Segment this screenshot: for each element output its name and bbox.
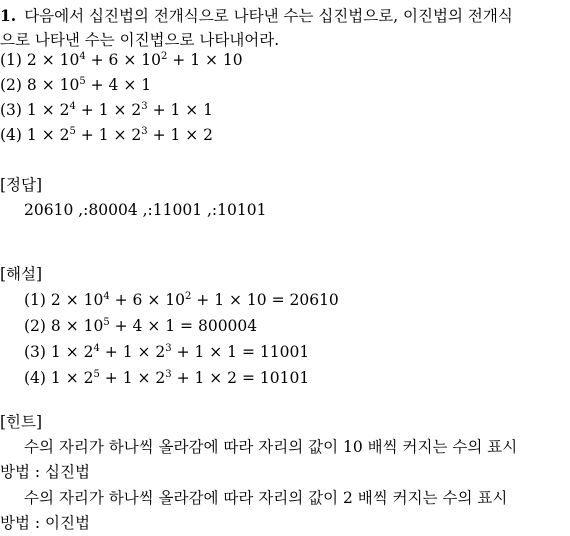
expr-part: + 1 × 2 = 10101 (171, 369, 310, 387)
solution-item-2 (24, 314, 257, 338)
answer-text: 20610 ,:80004 ,:11001 ,:10101 (24, 201, 267, 219)
item-expression (51, 343, 309, 361)
exponent: 5 (79, 76, 86, 87)
item-label: (3) (24, 343, 46, 361)
exponent: 5 (93, 369, 100, 380)
expr-part: 1 × 2 (26, 101, 70, 119)
hint-para1-line1: 수의 자리가 하나씩 올라감에 따라 자리의 값이 10 배씩 커지는 수의 표시 (24, 438, 518, 456)
expr-part: 8 × 10 (50, 317, 104, 335)
expr-part: + 1 × 2 (99, 369, 166, 387)
expr-part: + 6 × 10 (85, 51, 161, 69)
expr-part: + 1 × 1 (147, 101, 214, 119)
item-expression (51, 369, 309, 387)
expr-part: + 1 × 1 = 11001 (171, 343, 310, 361)
exponent: 3 (165, 343, 172, 354)
expr-part: + 1 × 2 (147, 126, 214, 144)
expr-part: 1 × 2 (50, 343, 94, 361)
question-number: 1. (0, 6, 17, 25)
question-item-3 (0, 98, 213, 122)
solution-heading: [해설] (0, 265, 43, 283)
answer-heading: [정답] (0, 176, 43, 194)
expr-part: + 4 × 1 (85, 76, 152, 94)
exponent: 3 (141, 126, 148, 137)
item-label: (1) (0, 51, 22, 69)
item-expression (27, 51, 243, 69)
exponent: 2 (185, 291, 192, 302)
exponent: 4 (79, 51, 86, 62)
item-label: (4) (0, 126, 22, 144)
expr-part: + 1 × 10 (167, 51, 243, 69)
hint-heading: [힌트] (0, 413, 43, 431)
exponent: 4 (103, 291, 110, 302)
expr-part: 8 × 10 (26, 76, 80, 94)
item-label: (4) (24, 369, 46, 387)
item-label: (2) (24, 317, 46, 335)
expr-part: + 1 × 2 (99, 343, 166, 361)
question-item-2 (0, 73, 151, 97)
question-text-line1: 다음에서 십진법의 전개식으로 나타낸 수는 십진법으로, 이진법의 전개식 (24, 7, 513, 25)
exponent: 5 (103, 317, 110, 328)
item-label: (1) (24, 291, 46, 309)
item-expression (27, 126, 213, 144)
question-text-line2: 으로 나타낸 수는 이진법으로 나타내어라. (0, 31, 280, 49)
item-label: (2) (0, 76, 22, 94)
question-line-1 (0, 4, 513, 28)
question-item-4 (0, 123, 213, 147)
exponent: 5 (69, 126, 76, 137)
item-expression (51, 291, 339, 309)
expr-part: + 1 × 2 (75, 126, 142, 144)
expr-part: 1 × 2 (26, 126, 70, 144)
solution-item-3 (24, 340, 309, 364)
expr-part: + 4 × 1 = 800004 (109, 317, 258, 335)
question-item-1 (0, 48, 243, 72)
exponent: 3 (141, 101, 148, 112)
expr-part: 1 × 2 (50, 369, 94, 387)
solution-item-1 (24, 288, 339, 312)
exponent: 4 (69, 101, 76, 112)
expr-part: + 1 × 10 = 20610 (191, 291, 339, 309)
item-expression (27, 101, 213, 119)
exponent: 3 (165, 369, 172, 380)
hint-para2-line2: 방법 : 이진법 (0, 514, 90, 532)
expr-part: + 1 × 2 (75, 101, 142, 119)
expr-part: + 6 × 10 (109, 291, 185, 309)
item-expression (27, 76, 151, 94)
hint-para1-line2: 방법 : 십진법 (0, 463, 90, 481)
item-expression (51, 317, 257, 335)
exponent: 4 (93, 343, 100, 354)
solution-item-4 (24, 366, 309, 390)
exponent: 2 (161, 51, 168, 62)
item-label: (3) (0, 101, 22, 119)
expr-part: 2 × 10 (26, 51, 80, 69)
expr-part: 2 × 10 (50, 291, 104, 309)
hint-para2-line1: 수의 자리가 하나씩 올라감에 따라 자리의 값이 2 배씩 커지는 수의 표시 (24, 489, 508, 507)
